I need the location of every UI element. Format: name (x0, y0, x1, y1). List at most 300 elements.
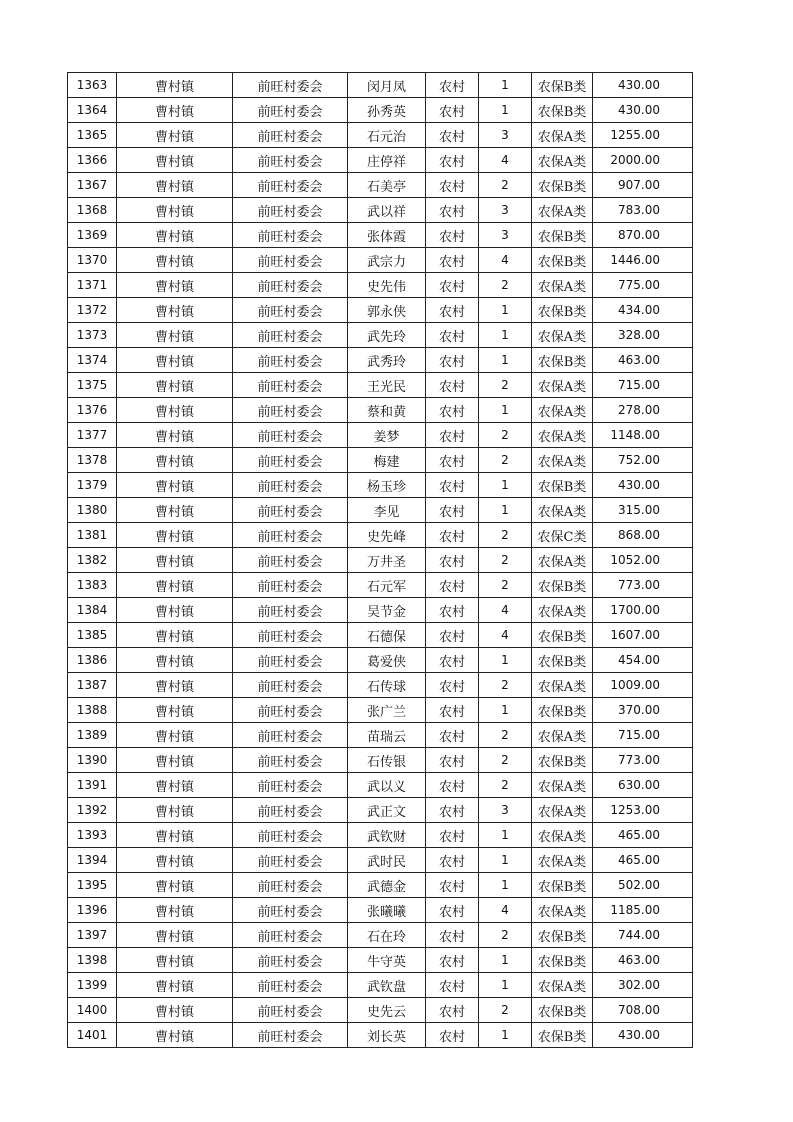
amount-cell: 870.00 (593, 223, 693, 248)
village-committee-cell: 前旺村委会 (233, 523, 348, 548)
town-cell: 曹村镇 (117, 623, 233, 648)
village-committee-cell: 前旺村委会 (233, 748, 348, 773)
table-row (68, 473, 693, 498)
household-type-cell: 农村 (426, 623, 479, 648)
serial-number-cell: 1375 (68, 373, 117, 398)
amount-cell: 430.00 (593, 473, 693, 498)
village-committee-cell: 前旺村委会 (233, 923, 348, 948)
table-row (68, 698, 693, 723)
household-type-cell: 农村 (426, 1023, 479, 1048)
amount-cell: 1253.00 (593, 798, 693, 823)
amount-cell: 715.00 (593, 723, 693, 748)
household-type-cell: 农村 (426, 448, 479, 473)
insurance-category-cell: 农保B类 (532, 648, 593, 673)
household-type-cell: 农村 (426, 323, 479, 348)
insurance-category-cell: 农保A类 (532, 373, 593, 398)
insurance-category-cell: 农保A类 (532, 423, 593, 448)
name-cell: 王光民 (348, 373, 426, 398)
insurance-category-cell: 农保B类 (532, 698, 593, 723)
household-type-cell: 农村 (426, 973, 479, 998)
town-cell: 曹村镇 (117, 873, 233, 898)
serial-number-cell: 1369 (68, 223, 117, 248)
household-size-cell: 2 (479, 573, 532, 598)
household-type-cell: 农村 (426, 823, 479, 848)
town-cell: 曹村镇 (117, 348, 233, 373)
household-size-cell: 3 (479, 798, 532, 823)
village-committee-cell: 前旺村委会 (233, 398, 348, 423)
household-size-cell: 4 (479, 598, 532, 623)
serial-number-cell: 1385 (68, 623, 117, 648)
amount-cell: 1185.00 (593, 898, 693, 923)
table-row (68, 348, 693, 373)
insurance-category-cell: 农保A类 (532, 798, 593, 823)
town-cell: 曹村镇 (117, 448, 233, 473)
town-cell: 曹村镇 (117, 848, 233, 873)
village-committee-cell: 前旺村委会 (233, 273, 348, 298)
insurance-category-cell: 农保C类 (532, 523, 593, 548)
household-size-cell: 1 (479, 473, 532, 498)
table-row (68, 723, 693, 748)
insurance-category-cell: 农保B类 (532, 1023, 593, 1048)
household-size-cell: 1 (479, 73, 532, 98)
village-committee-cell: 前旺村委会 (233, 373, 348, 398)
household-size-cell: 4 (479, 623, 532, 648)
village-committee-cell: 前旺村委会 (233, 623, 348, 648)
table-row (68, 223, 693, 248)
amount-cell: 463.00 (593, 948, 693, 973)
household-type-cell: 农村 (426, 948, 479, 973)
village-committee-cell: 前旺村委会 (233, 323, 348, 348)
table-row (68, 898, 693, 923)
serial-number-cell: 1364 (68, 98, 117, 123)
table-row (68, 148, 693, 173)
name-cell: 吴节金 (348, 598, 426, 623)
table-row (68, 123, 693, 148)
amount-cell: 1700.00 (593, 598, 693, 623)
town-cell: 曹村镇 (117, 923, 233, 948)
household-size-cell: 2 (479, 723, 532, 748)
household-type-cell: 农村 (426, 348, 479, 373)
serial-number-cell: 1400 (68, 998, 117, 1023)
insurance-category-cell: 农保A类 (532, 448, 593, 473)
household-size-cell: 1 (479, 298, 532, 323)
serial-number-cell: 1367 (68, 173, 117, 198)
insurance-category-cell: 农保A类 (532, 773, 593, 798)
household-size-cell: 1 (479, 848, 532, 873)
serial-number-cell: 1384 (68, 598, 117, 623)
household-size-cell: 2 (479, 173, 532, 198)
name-cell: 郭永侠 (348, 298, 426, 323)
insurance-category-cell: 农保A类 (532, 673, 593, 698)
village-committee-cell: 前旺村委会 (233, 223, 348, 248)
town-cell: 曹村镇 (117, 798, 233, 823)
name-cell: 刘长英 (348, 1023, 426, 1048)
serial-number-cell: 1378 (68, 448, 117, 473)
village-committee-cell: 前旺村委会 (233, 848, 348, 873)
table-row (68, 798, 693, 823)
insurance-category-cell: 农保A类 (532, 973, 593, 998)
amount-cell: 715.00 (593, 373, 693, 398)
insurance-category-cell: 农保A类 (532, 823, 593, 848)
insurance-category-cell: 农保A类 (532, 273, 593, 298)
table-row (68, 823, 693, 848)
household-type-cell: 农村 (426, 123, 479, 148)
town-cell: 曹村镇 (117, 598, 233, 623)
table-row (68, 998, 693, 1023)
household-type-cell: 农村 (426, 423, 479, 448)
town-cell: 曹村镇 (117, 398, 233, 423)
serial-number-cell: 1370 (68, 248, 117, 273)
table-row (68, 373, 693, 398)
name-cell: 石元治 (348, 123, 426, 148)
amount-cell: 744.00 (593, 923, 693, 948)
table-row (68, 398, 693, 423)
town-cell: 曹村镇 (117, 548, 233, 573)
serial-number-cell: 1371 (68, 273, 117, 298)
household-type-cell: 农村 (426, 773, 479, 798)
village-committee-cell: 前旺村委会 (233, 348, 348, 373)
household-size-cell: 1 (479, 98, 532, 123)
household-type-cell: 农村 (426, 998, 479, 1023)
village-committee-cell: 前旺村委会 (233, 548, 348, 573)
household-type-cell: 农村 (426, 673, 479, 698)
household-type-cell: 农村 (426, 523, 479, 548)
town-cell: 曹村镇 (117, 523, 233, 548)
serial-number-cell: 1401 (68, 1023, 117, 1048)
insurance-category-cell: 农保B类 (532, 948, 593, 973)
serial-number-cell: 1391 (68, 773, 117, 798)
amount-cell: 907.00 (593, 173, 693, 198)
insurance-category-cell: 农保B类 (532, 998, 593, 1023)
village-committee-cell: 前旺村委会 (233, 998, 348, 1023)
insurance-category-cell: 农保A类 (532, 398, 593, 423)
household-type-cell: 农村 (426, 273, 479, 298)
household-size-cell: 4 (479, 148, 532, 173)
name-cell: 闵月凤 (348, 73, 426, 98)
household-size-cell: 1 (479, 698, 532, 723)
amount-cell: 1052.00 (593, 548, 693, 573)
village-committee-cell: 前旺村委会 (233, 148, 348, 173)
name-cell: 葛爱侠 (348, 648, 426, 673)
amount-cell: 1148.00 (593, 423, 693, 448)
village-committee-cell: 前旺村委会 (233, 98, 348, 123)
town-cell: 曹村镇 (117, 423, 233, 448)
amount-cell: 434.00 (593, 298, 693, 323)
town-cell: 曹村镇 (117, 273, 233, 298)
serial-number-cell: 1365 (68, 123, 117, 148)
serial-number-cell: 1386 (68, 648, 117, 673)
household-type-cell: 农村 (426, 898, 479, 923)
amount-cell: 370.00 (593, 698, 693, 723)
insurance-category-cell: 农保B类 (532, 923, 593, 948)
household-size-cell: 1 (479, 348, 532, 373)
insurance-category-cell: 农保B类 (532, 748, 593, 773)
household-size-cell: 1 (479, 873, 532, 898)
household-type-cell: 农村 (426, 598, 479, 623)
insurance-category-cell: 农保A类 (532, 548, 593, 573)
amount-cell: 502.00 (593, 873, 693, 898)
name-cell: 武宗力 (348, 248, 426, 273)
name-cell: 牛守英 (348, 948, 426, 973)
name-cell: 梅建 (348, 448, 426, 473)
serial-number-cell: 1383 (68, 573, 117, 598)
village-committee-cell: 前旺村委会 (233, 773, 348, 798)
insurance-category-cell: 农保A类 (532, 198, 593, 223)
serial-number-cell: 1393 (68, 823, 117, 848)
name-cell: 姜梦 (348, 423, 426, 448)
amount-cell: 708.00 (593, 998, 693, 1023)
household-type-cell: 农村 (426, 573, 479, 598)
household-type-cell: 农村 (426, 873, 479, 898)
village-committee-cell: 前旺村委会 (233, 798, 348, 823)
serial-number-cell: 1392 (68, 798, 117, 823)
name-cell: 武时民 (348, 848, 426, 873)
serial-number-cell: 1374 (68, 348, 117, 373)
table-row (68, 548, 693, 573)
household-size-cell: 1 (479, 973, 532, 998)
household-size-cell: 3 (479, 198, 532, 223)
insurance-category-cell: 农保B类 (532, 473, 593, 498)
insurance-category-cell: 农保B类 (532, 173, 593, 198)
household-type-cell: 农村 (426, 148, 479, 173)
table-row (68, 973, 693, 998)
amount-cell: 430.00 (593, 98, 693, 123)
town-cell: 曹村镇 (117, 248, 233, 273)
serial-number-cell: 1380 (68, 498, 117, 523)
village-committee-cell: 前旺村委会 (233, 898, 348, 923)
name-cell: 武钦盘 (348, 973, 426, 998)
beneficiary-table (67, 72, 693, 1048)
table-row (68, 948, 693, 973)
amount-cell: 868.00 (593, 523, 693, 548)
name-cell: 石在玲 (348, 923, 426, 948)
insurance-category-cell: 农保B类 (532, 873, 593, 898)
town-cell: 曹村镇 (117, 298, 233, 323)
household-type-cell: 农村 (426, 698, 479, 723)
name-cell: 万井圣 (348, 548, 426, 573)
town-cell: 曹村镇 (117, 98, 233, 123)
table-row (68, 498, 693, 523)
table-row (68, 423, 693, 448)
town-cell: 曹村镇 (117, 323, 233, 348)
town-cell: 曹村镇 (117, 773, 233, 798)
name-cell: 武先玲 (348, 323, 426, 348)
name-cell: 庄停祥 (348, 148, 426, 173)
household-type-cell: 农村 (426, 398, 479, 423)
household-type-cell: 农村 (426, 923, 479, 948)
name-cell: 石德保 (348, 623, 426, 648)
table-row (68, 523, 693, 548)
name-cell: 史先云 (348, 998, 426, 1023)
name-cell: 武钦财 (348, 823, 426, 848)
name-cell: 孙秀英 (348, 98, 426, 123)
table-row (68, 623, 693, 648)
serial-number-cell: 1372 (68, 298, 117, 323)
amount-cell: 773.00 (593, 573, 693, 598)
table-row (68, 773, 693, 798)
village-committee-cell: 前旺村委会 (233, 123, 348, 148)
table-row (68, 673, 693, 698)
household-type-cell: 农村 (426, 848, 479, 873)
table-body (68, 73, 693, 1048)
table-row (68, 323, 693, 348)
amount-cell: 430.00 (593, 1023, 693, 1048)
town-cell: 曹村镇 (117, 498, 233, 523)
table-row (68, 198, 693, 223)
town-cell: 曹村镇 (117, 173, 233, 198)
table-row (68, 873, 693, 898)
insurance-category-cell: 农保A类 (532, 848, 593, 873)
town-cell: 曹村镇 (117, 123, 233, 148)
village-committee-cell: 前旺村委会 (233, 823, 348, 848)
village-committee-cell: 前旺村委会 (233, 248, 348, 273)
name-cell: 史先伟 (348, 273, 426, 298)
insurance-category-cell: 农保B类 (532, 98, 593, 123)
village-committee-cell: 前旺村委会 (233, 973, 348, 998)
name-cell: 石元军 (348, 573, 426, 598)
village-committee-cell: 前旺村委会 (233, 873, 348, 898)
serial-number-cell: 1381 (68, 523, 117, 548)
insurance-category-cell: 农保A类 (532, 123, 593, 148)
household-type-cell: 农村 (426, 798, 479, 823)
town-cell: 曹村镇 (117, 198, 233, 223)
town-cell: 曹村镇 (117, 723, 233, 748)
serial-number-cell: 1379 (68, 473, 117, 498)
village-committee-cell: 前旺村委会 (233, 723, 348, 748)
table-row (68, 1023, 693, 1048)
serial-number-cell: 1390 (68, 748, 117, 773)
village-committee-cell: 前旺村委会 (233, 448, 348, 473)
name-cell: 武秀玲 (348, 348, 426, 373)
insurance-category-cell: 农保B类 (532, 73, 593, 98)
amount-cell: 430.00 (593, 73, 693, 98)
name-cell: 石美亭 (348, 173, 426, 198)
table-row (68, 573, 693, 598)
village-committee-cell: 前旺村委会 (233, 473, 348, 498)
town-cell: 曹村镇 (117, 73, 233, 98)
village-committee-cell: 前旺村委会 (233, 598, 348, 623)
table-row (68, 298, 693, 323)
household-size-cell: 2 (479, 773, 532, 798)
amount-cell: 465.00 (593, 823, 693, 848)
name-cell: 武正文 (348, 798, 426, 823)
village-committee-cell: 前旺村委会 (233, 1023, 348, 1048)
household-size-cell: 2 (479, 373, 532, 398)
town-cell: 曹村镇 (117, 373, 233, 398)
insurance-category-cell: 农保B类 (532, 623, 593, 648)
insurance-category-cell: 农保B类 (532, 298, 593, 323)
town-cell: 曹村镇 (117, 823, 233, 848)
household-size-cell: 3 (479, 223, 532, 248)
household-size-cell: 1 (479, 498, 532, 523)
village-committee-cell: 前旺村委会 (233, 948, 348, 973)
town-cell: 曹村镇 (117, 973, 233, 998)
household-type-cell: 农村 (426, 223, 479, 248)
household-size-cell: 2 (479, 748, 532, 773)
insurance-category-cell: 农保A类 (532, 723, 593, 748)
town-cell: 曹村镇 (117, 1023, 233, 1048)
insurance-category-cell: 农保B类 (532, 248, 593, 273)
serial-number-cell: 1387 (68, 673, 117, 698)
amount-cell: 454.00 (593, 648, 693, 673)
town-cell: 曹村镇 (117, 998, 233, 1023)
household-type-cell: 农村 (426, 98, 479, 123)
household-size-cell: 4 (479, 248, 532, 273)
name-cell: 武以祥 (348, 198, 426, 223)
serial-number-cell: 1395 (68, 873, 117, 898)
table-row (68, 448, 693, 473)
amount-cell: 315.00 (593, 498, 693, 523)
insurance-category-cell: 农保A类 (532, 148, 593, 173)
amount-cell: 328.00 (593, 323, 693, 348)
serial-number-cell: 1363 (68, 73, 117, 98)
amount-cell: 302.00 (593, 973, 693, 998)
household-size-cell: 1 (479, 823, 532, 848)
serial-number-cell: 1388 (68, 698, 117, 723)
table-row (68, 273, 693, 298)
household-size-cell: 2 (479, 673, 532, 698)
village-committee-cell: 前旺村委会 (233, 673, 348, 698)
household-type-cell: 农村 (426, 298, 479, 323)
name-cell: 杨玉珍 (348, 473, 426, 498)
serial-number-cell: 1377 (68, 423, 117, 448)
town-cell: 曹村镇 (117, 573, 233, 598)
table-row (68, 173, 693, 198)
serial-number-cell: 1394 (68, 848, 117, 873)
amount-cell: 1009.00 (593, 673, 693, 698)
household-size-cell: 3 (479, 123, 532, 148)
household-size-cell: 2 (479, 273, 532, 298)
amount-cell: 1255.00 (593, 123, 693, 148)
household-type-cell: 农村 (426, 248, 479, 273)
household-size-cell: 2 (479, 548, 532, 573)
village-committee-cell: 前旺村委会 (233, 423, 348, 448)
insurance-category-cell: 农保A类 (532, 323, 593, 348)
village-committee-cell: 前旺村委会 (233, 648, 348, 673)
name-cell: 武以义 (348, 773, 426, 798)
household-type-cell: 农村 (426, 548, 479, 573)
household-type-cell: 农村 (426, 173, 479, 198)
serial-number-cell: 1366 (68, 148, 117, 173)
household-size-cell: 2 (479, 448, 532, 473)
name-cell: 李见 (348, 498, 426, 523)
serial-number-cell: 1368 (68, 198, 117, 223)
household-size-cell: 1 (479, 1023, 532, 1048)
household-size-cell: 2 (479, 423, 532, 448)
name-cell: 武德金 (348, 873, 426, 898)
household-type-cell: 农村 (426, 473, 479, 498)
village-committee-cell: 前旺村委会 (233, 573, 348, 598)
amount-cell: 630.00 (593, 773, 693, 798)
household-size-cell: 1 (479, 648, 532, 673)
household-size-cell: 2 (479, 923, 532, 948)
amount-cell: 783.00 (593, 198, 693, 223)
household-type-cell: 农村 (426, 648, 479, 673)
table-row (68, 73, 693, 98)
amount-cell: 1446.00 (593, 248, 693, 273)
amount-cell: 773.00 (593, 748, 693, 773)
household-type-cell: 农村 (426, 373, 479, 398)
name-cell: 张曦曦 (348, 898, 426, 923)
insurance-category-cell: 农保B类 (532, 348, 593, 373)
household-size-cell: 2 (479, 998, 532, 1023)
town-cell: 曹村镇 (117, 648, 233, 673)
amount-cell: 465.00 (593, 848, 693, 873)
name-cell: 石传银 (348, 748, 426, 773)
household-size-cell: 2 (479, 523, 532, 548)
household-type-cell: 农村 (426, 498, 479, 523)
serial-number-cell: 1396 (68, 898, 117, 923)
